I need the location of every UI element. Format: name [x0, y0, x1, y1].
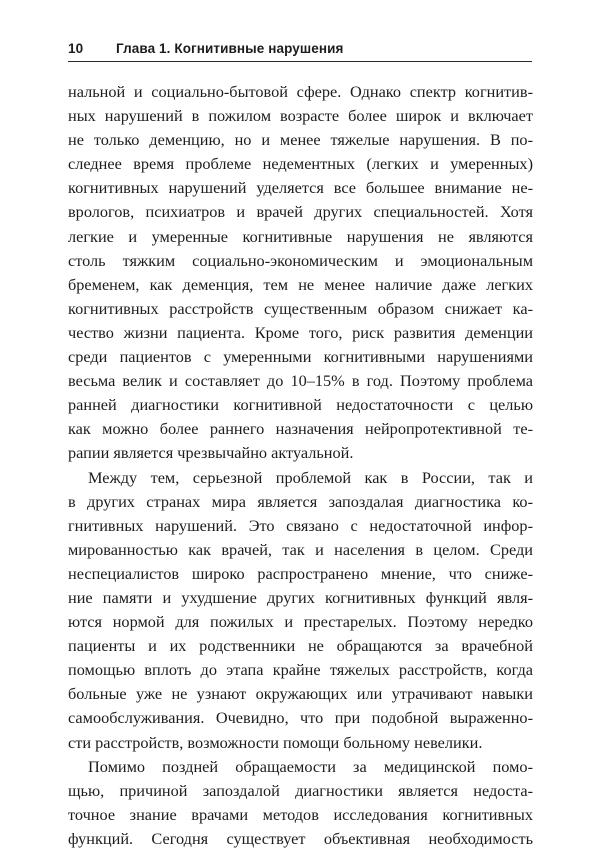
text-line: не только деменцию, но и менее тяжелые нарушения. В по-	[68, 130, 533, 150]
text-line: больные уже не узнают окружающих или утрачивают навыки	[68, 684, 533, 704]
text-line: весьма велик и составляет до 10–15% в год. Поэтому проблема	[68, 371, 533, 391]
text-line: когнитивных нарушений уделяется все большее внимание не-	[68, 178, 533, 198]
text-line: среди пациентов с умеренными когнитивными нарушениями	[68, 347, 533, 367]
text-line: точное знание врачами методов исследования когнитивных	[68, 804, 533, 824]
text-line: Помимо поздней обращаемости за медицинской помо-	[88, 756, 533, 776]
text-line: неспециалистов широко распространено мнение, что сниже-	[68, 563, 533, 583]
text-line: щью, причиной запоздалой диагностики является недоста-	[68, 780, 533, 800]
text-line: ние памяти и ухудшение других когнитивных функций явля-	[68, 587, 533, 607]
text-line: самообслуживания. Очевидно, что при подобной выраженно-	[68, 708, 533, 728]
text-line: гнитивных нарушений. Это связано с недостаточной инфор-	[68, 515, 533, 535]
text-line: столь тяжким социально-экономическим и эмоциональным	[68, 250, 533, 270]
text-line: нальной и социально-бытовой сфере. Однако спектр когнитив-	[68, 82, 533, 101]
text-line: когнитивных расстройств существенным образом снижает ка-	[68, 298, 533, 318]
paragraph-2	[68, 466, 533, 755]
text-line: чество жизни пациента. Кроме того, риск развития деменции	[68, 322, 533, 342]
text-line: в других странах мира является запоздалая диагностика ко-	[68, 491, 533, 511]
text-line: мированностью как врачей, так и населения в целом. Среди	[68, 539, 533, 559]
text-line: врологов, психиатров и врачей других специальностей. Хотя	[68, 202, 533, 222]
text-line: легкие и умеренные когнитивные нарушения не являются	[68, 226, 533, 246]
text-line: функций. Сегодня существует объективная необходимость	[68, 828, 533, 848]
text-line: Между тем, серьезной проблемой как в России, так и	[88, 467, 533, 487]
text-line: ранней диагностики когнитивной недостаточности с целью	[68, 395, 533, 415]
text-line: пациенты и их родственники не обращаются за врачебной	[68, 636, 533, 656]
body-text	[68, 80, 533, 851]
text-line: ных нарушений в пожилом возрасте более широк и включает	[68, 106, 533, 126]
text-line: следнее время проблеме недементных (легких и умеренных)	[68, 154, 533, 174]
text-line: ются нормой для пожилых и престарелых. Поэтому нередко	[68, 612, 533, 632]
text-line: сти расстройств, возможности помощи больному невелики.	[68, 732, 483, 752]
text-line: помощью вплоть до этапа крайне тяжелых расстройств, когда	[68, 660, 533, 680]
running-head	[68, 39, 532, 62]
page-number: 10	[68, 41, 84, 56]
paragraph-1	[68, 80, 533, 466]
chapter-title: Глава 1. Когнитивные нарушения	[116, 41, 344, 56]
paragraph-3	[68, 755, 533, 851]
text-line: как можно более раннего назначения нейропротективной те-	[68, 419, 533, 439]
text-line: бременем, как деменция, тем не менее наличие даже легких	[68, 274, 533, 294]
text-line: рапии является чрезвычайно актуальной.	[68, 443, 354, 463]
